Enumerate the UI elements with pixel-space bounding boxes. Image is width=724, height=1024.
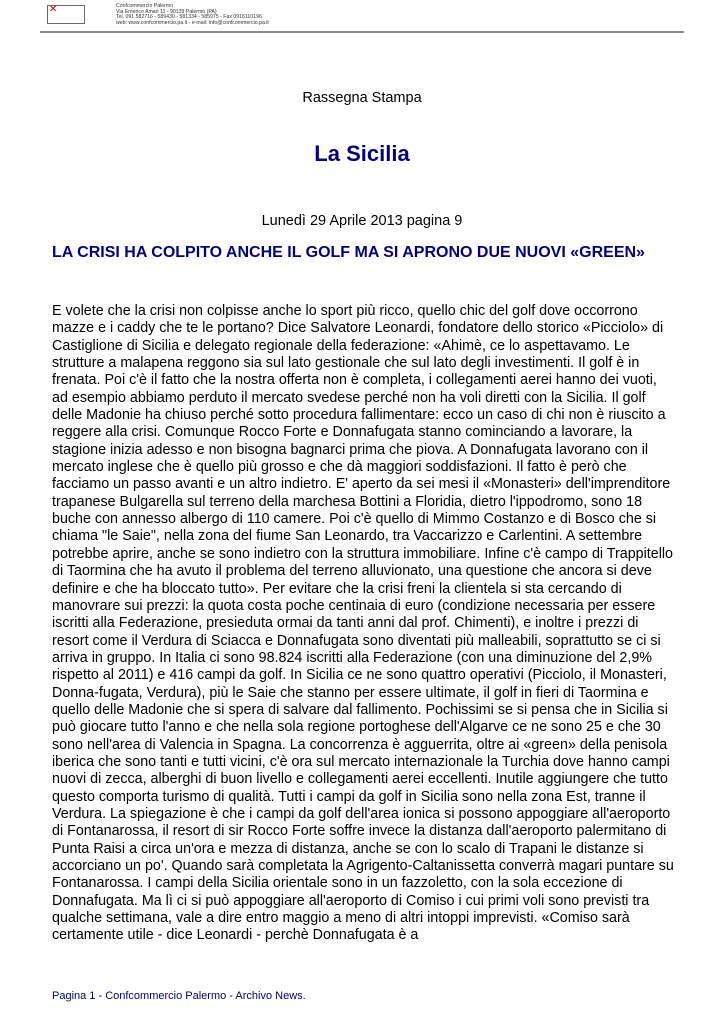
article-body: E volete che la crisi non colpisse anche lo sport più ricco, quello chic del golf dove occorrono mazze e i caddy che te le portano? Dice Salvatore Leonardi, fondatore dello storico «Picciolo» di Castiglione di Sicilia e delegato regionale della federazione: «Ahimè, ce lo aspettavamo. Le strutture a malapena reggono sia sul lato gestionale che sul lato degli investimenti. Il golf è in frenata. Poi c'è il fatto che la nostra offerta non è completa, i collegamenti aerei hanno dei vuoti, ad esempio abbiamo perduto il mercato svedese perché non ha voli diretti con la Sicilia. Il golf delle Madonie ha chiuso perché sotto procedura fallimentare: ecco un caso di chi non è riuscito a reggere alla crisi. Comunque Rocco Forte e Donnafugata stanno cominciando a lavorare, la stagione inizia adesso e non bisogna bagnarci prima che piova. A Donnafugata lavorano con il mercato inglese che è quello più grosso e che dà maggiori soddisfazioni. Il fatto è però che facciamo un passo avanti e un altro indietro. E' aperto da sei mesi il «Monasteri» dell'imprenditore trapanese Bulgarella sul terreno della marchesa Bottini a Floridia, dietro l'ippodromo, sono 18 buche con annesso albergo di 110 camere. Poi c'è quello di Mimmo Costanzo e di Bosco che si chiama "le Saie", nella zona del fiume San Leonardo, tra Vaccarizzo e Carlentini. A settembre potrebbe aprire, anche se sono indietro con la struttura immobiliare. Infine c'è campo di Trappitello di Taormina che ha avuto il problema del terreno alluvionato, una questione che ancora si deve definire e che ha bloccato tutto». Per evitare che la crisi freni la clientela si sta cercando di manovrare sui prezzi: la quota costa poche centinaia di euro (condizione necessaria per essere iscritti alla Federazione, presieduta ormai da tanti anni dal prof. Chimenti), e inoltre i prezzi di resort come il Verdura di Sciacca e Donnafugata sono diventati più malleabili, soprattutto se ci si arriva in gruppo. In Italia ci sono 98.824 iscritti alla Federazione (con una diminuzione del 2,9% rispetto al 2011) e 416 campi da golf. In Sicilia ce ne sono quattro operativi (Picciolo, il Monasteri, Donna-fugata, Verdura), più le Saie che stanno per essere ultimate, il golf in fieri di Taormina e quello delle Madonie che si spera di salvare dal fallimento. Pochissimi se si pensa che in Sicilia si può giocare tutto l'anno e che nella sola regione portoghese dell'Algarve ce ne sono 25 e che 30 sono nell'area di Valencia in Spagna. La concorrenza è agguerrita, oltre ai «green» della penisola iberica che sono tanti e tutti vicini, c'è ora sul mercato internazionale la Turchia dove hanno campi nuovi di zecca, alberghi di buon livello e collegamenti aerei eccellenti. Inutile aggiungere che tutto questo comporta turismo di qualità. Tutti i campi da golf in Sicilia sono nella zona Est, tranne il Verdura. La spiegazione è che i campi da golf dell'area ionica si possono appoggiare all'aeroporto di Fontanarossa, il resort di sir Rocco Forte soffre invece la distanza dall'aeroporto palermitano di Punta Raisi a circa un'ora e mezza di distanza, anche se con lo scalo di Trapani le distanze si accorciano un po'. Quando sarà completata la Agrigento-Caltanissetta converrà magari puntare su Fontanarossa. I campi della Sicilia orientale sono in un fazzoletto, con la sola eccezione di Donnafugata. Ma lì ci si può appoggiare all'aeroporto di Comiso i cui primi voli sono previsti tra qualche settimana, vale a dire entro maggio a meno di altri intoppi imprevisti. «Comiso sarà certamente utile - dice Leonardi - perchè Donnafugata è a — [52, 303, 674, 944]
header-divider — [40, 31, 684, 33]
page-footer: Pagina 1 - Confcommercio Palermo - Archivo News. — [52, 990, 306, 1002]
org-web: web: www.confcommercio.pa.it - e-mail: info@confcommercio.pa.it — [116, 19, 269, 26]
org-phone: Tel. 091 582716 - 589430 - 581334 - 585975 - Fax 0916110196 — [116, 14, 262, 21]
section-label: Rassegna Stampa — [302, 90, 422, 106]
org-name: Confcommercio Palermo — [116, 3, 174, 9]
dateline: Lunedì 29 Aprile 2013 pagina 9 — [261, 213, 463, 229]
organization-info — [116, 4, 269, 26]
header-logo — [47, 5, 85, 24]
broken-image-icon: ✕ — [49, 4, 58, 15]
newspaper-title: La Sicilia — [314, 141, 410, 166]
org-address: Via Emerico Amari 11 - 90139 Palermo (PA) — [116, 8, 217, 15]
article-headline: LA CRISI HA COLPITO ANCHE IL GOLF MA SI APRONO DUE NUOVI «GREEN» — [52, 244, 645, 261]
